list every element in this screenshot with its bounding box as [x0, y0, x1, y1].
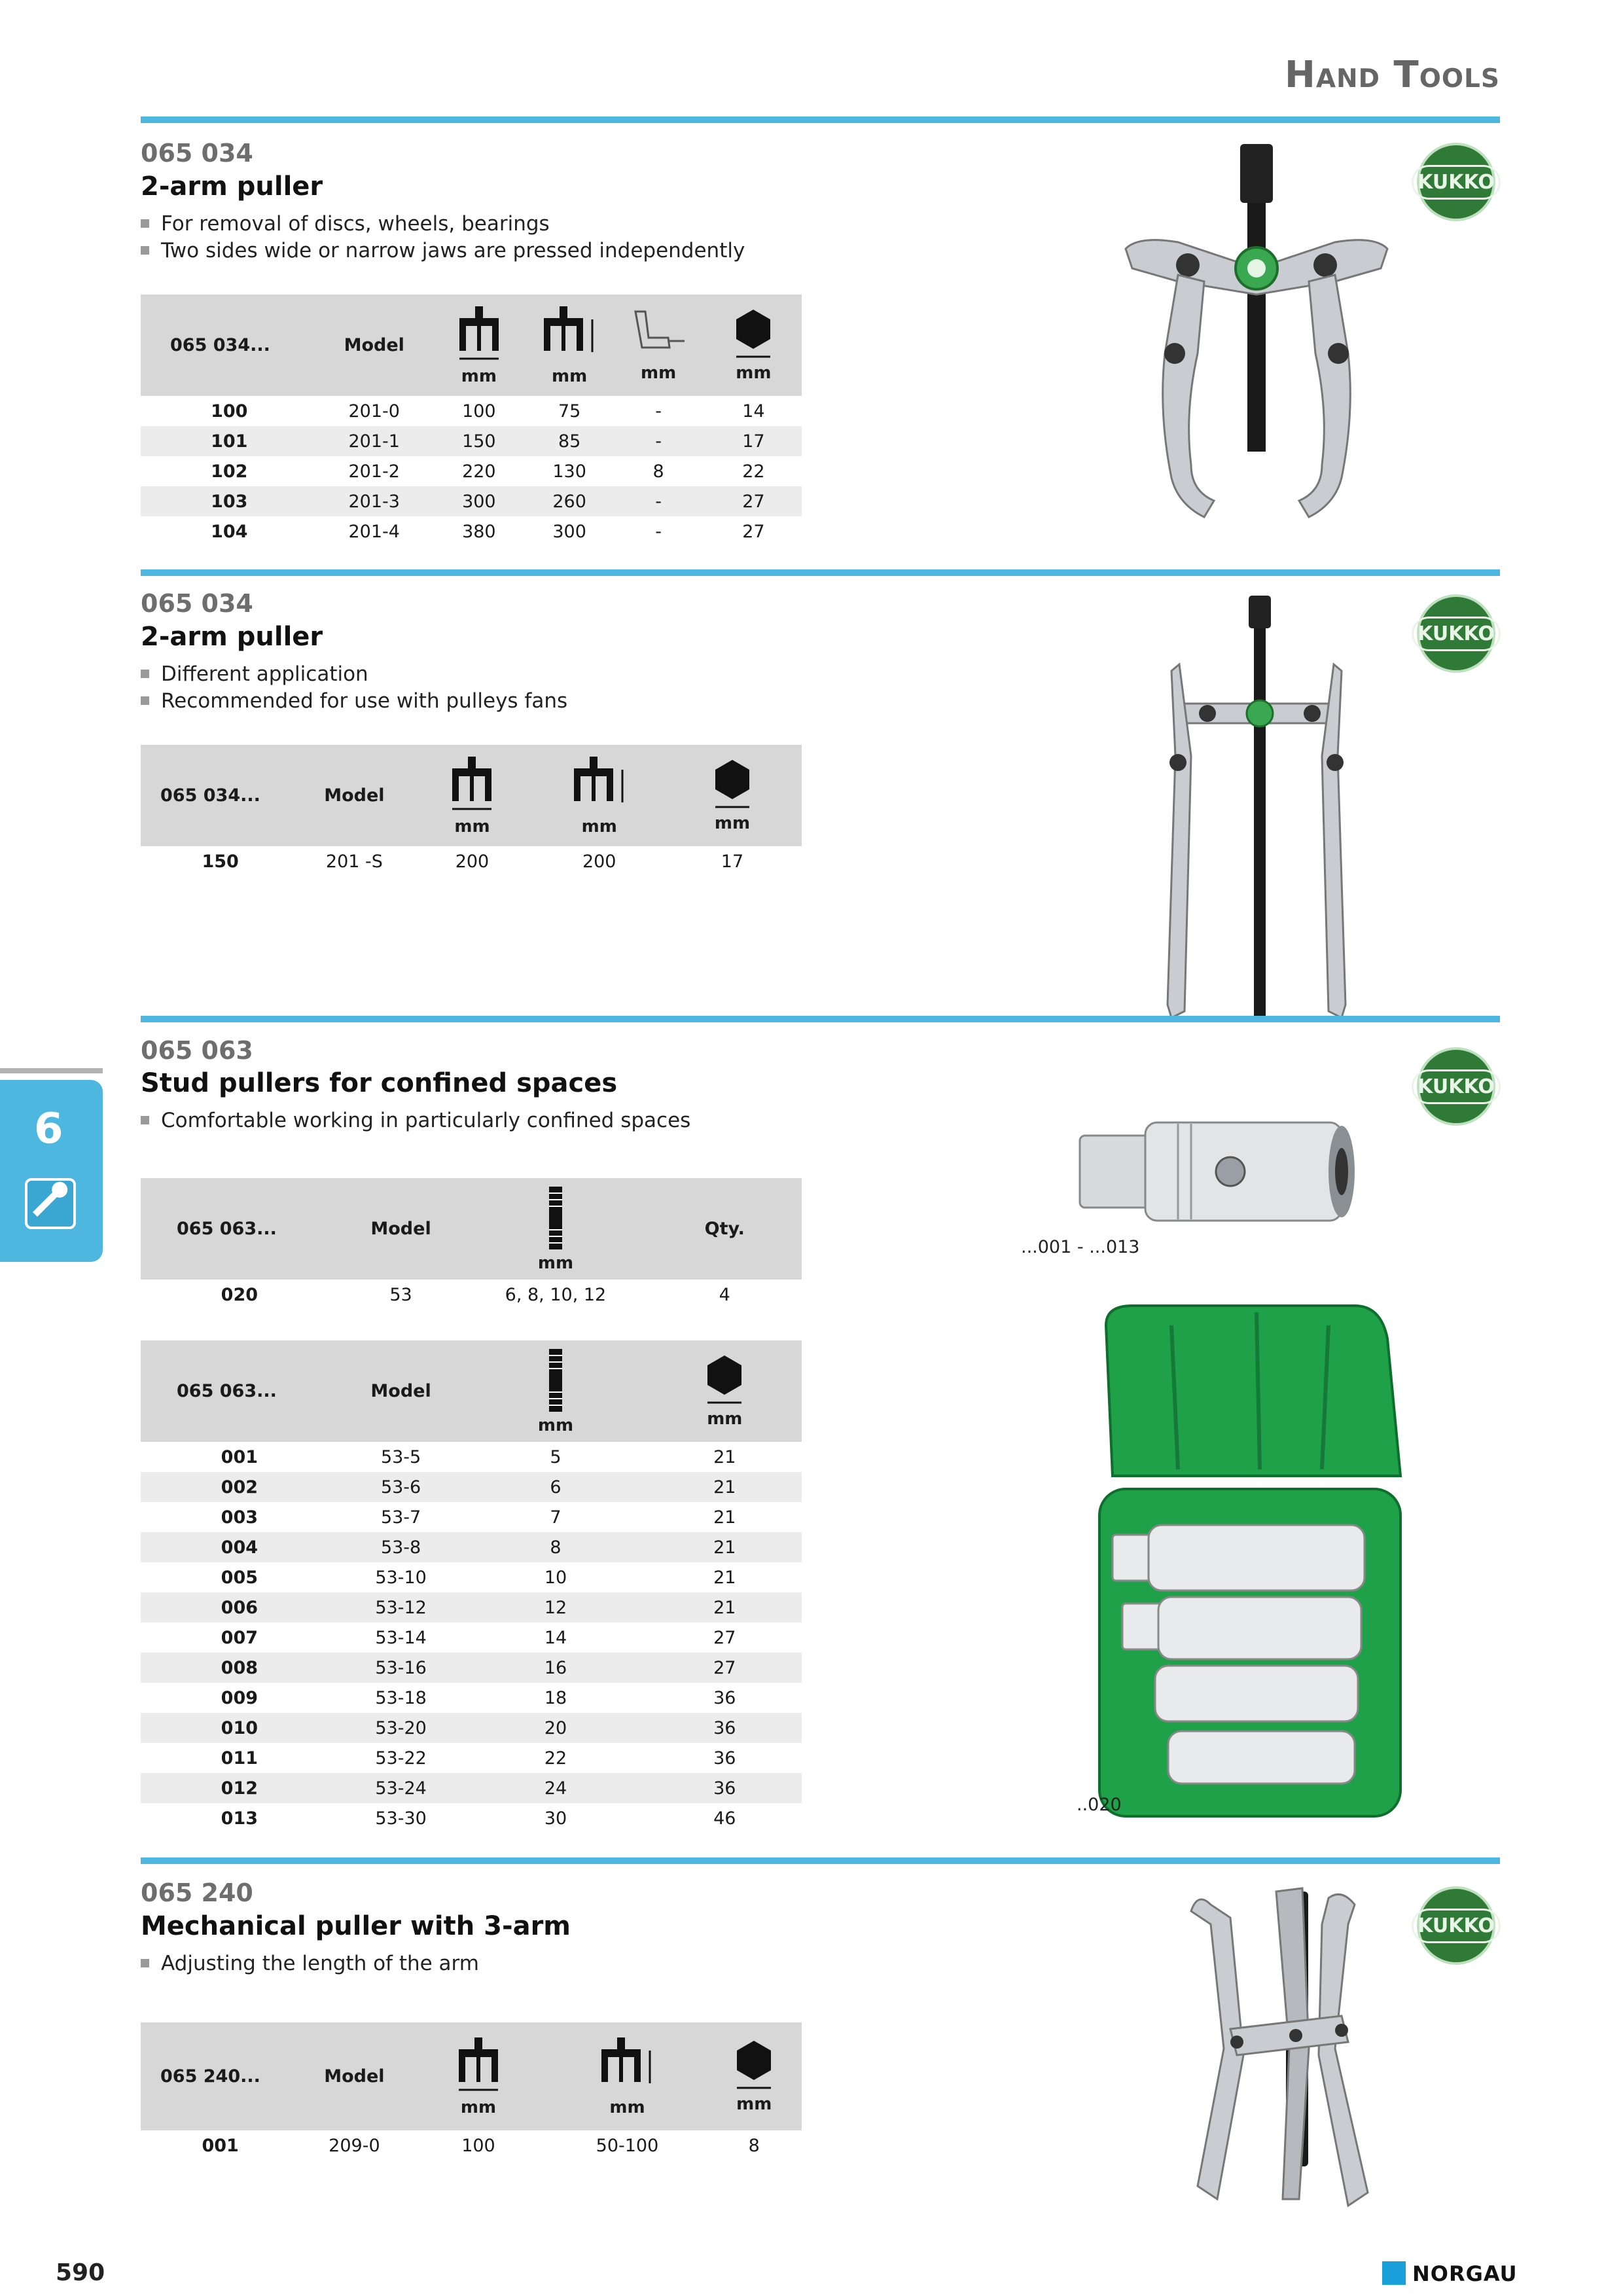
product-title: Stud pullers for confined spaces	[141, 1068, 618, 1098]
table-row: 100 201-0 100 75 - 14	[211, 401, 765, 422]
kukko-logo: KUKKO	[1417, 1047, 1495, 1126]
unit-label: mm	[641, 363, 677, 383]
spec-table	[141, 1178, 802, 1310]
jaw-span-icon	[452, 2036, 505, 2095]
feature-item: For removal of discs, wheels, bearings	[141, 211, 745, 238]
table-row: 013 53-30 30 46	[221, 1808, 736, 1829]
col-model: Model	[318, 295, 431, 396]
col-article: 065 063...	[141, 1340, 338, 1442]
col-model: Model	[338, 1178, 464, 1280]
jaw-span-icon	[446, 755, 498, 814]
table-row: 007 53-14 14 27	[221, 1627, 736, 1648]
product-title: Mechanical puller with 3-arm	[141, 1911, 571, 1941]
spec-table	[141, 2022, 802, 2161]
feature-list	[141, 1107, 690, 1134]
kukko-logo: KUKKO	[1417, 594, 1495, 673]
brand-name: NORGAU	[1412, 2261, 1518, 2286]
unit-label: mm	[552, 366, 588, 386]
table-row: 011 53-22 22 36	[221, 1748, 736, 1768]
table-row: 102 201-2 220 130 8 22	[211, 461, 765, 482]
table-row: 010 53-20 20 36	[141, 1713, 802, 1743]
hex-wrench-icon	[705, 1354, 744, 1407]
col-article: 065 034...	[141, 745, 300, 846]
unit-label: mm	[454, 816, 490, 836]
product-code: 065 034	[141, 589, 253, 618]
feature-item: Comfortable working in particularly confined spaces	[141, 1107, 690, 1134]
chapter-tab-line	[0, 1068, 103, 1073]
feature-item: Different application	[141, 661, 567, 688]
table-row: 005 53-10 10 21	[221, 1567, 736, 1588]
unit-label: mm	[714, 813, 751, 833]
feature-list	[141, 1950, 479, 1977]
section-title: Hand Tools	[1284, 54, 1500, 96]
table-row: 006 53-12 12 21	[141, 1592, 802, 1623]
table-row: 150 201 -S 200 200 17	[202, 851, 744, 872]
section-divider	[141, 1016, 1500, 1022]
hex-wrench-icon	[734, 2039, 774, 2092]
col-model: Model	[338, 1340, 464, 1442]
chapter-number: 6	[34, 1105, 63, 1153]
two-arm-puller-image	[1099, 137, 1414, 543]
jaw-depth-icon	[540, 305, 599, 364]
table-row: 002 53-6 6 21	[141, 1472, 802, 1502]
unit-label: mm	[736, 2094, 772, 2114]
feature-list	[141, 661, 567, 715]
table-row: 004 53-8 8 21	[141, 1532, 802, 1562]
jaw-span-icon	[453, 305, 505, 364]
brand-mark	[1382, 2261, 1406, 2285]
stud-icon	[546, 1185, 565, 1251]
spec-table	[141, 745, 802, 876]
product-code: 065 240	[141, 1878, 253, 1907]
col-model: Model	[300, 2022, 408, 2130]
col-article: 065 063...	[141, 1178, 338, 1280]
unit-label: mm	[460, 2097, 497, 2117]
col-article: 065 240...	[141, 2022, 300, 2130]
unit-label: mm	[707, 1408, 743, 1429]
spec-table	[141, 295, 802, 547]
table-row: 009 53-18 18 36	[221, 1687, 736, 1708]
feature-item: Recommended for use with pulleys fans	[141, 688, 567, 715]
section-divider	[141, 117, 1500, 123]
unit-label: mm	[736, 363, 772, 383]
stud-puller-image	[1073, 1109, 1374, 1240]
table-row: 104 201-4 380 300 - 27	[211, 521, 765, 542]
unit-label: mm	[537, 1415, 574, 1435]
feature-item: Adjusting the length of the arm	[141, 1950, 479, 1977]
unit-label: mm	[461, 366, 497, 386]
kukko-logo: KUKKO	[1417, 143, 1495, 221]
table-row: 001 53-5 5 21	[221, 1446, 736, 1467]
hex-wrench-icon	[713, 759, 752, 811]
col-qty: Qty.	[648, 1178, 802, 1280]
jaw-depth-icon	[570, 755, 629, 814]
unit-label: mm	[609, 2097, 645, 2117]
col-article: 065 034...	[141, 295, 318, 396]
table-row: 012 53-24 24 36	[141, 1773, 802, 1803]
product-title: 2-arm puller	[141, 171, 323, 202]
stud-puller-case-image	[1093, 1299, 1407, 1823]
feature-item: Two sides wide or narrow jaws are pressed independently	[141, 238, 745, 264]
jaw-tip-icon	[629, 308, 688, 361]
table-row: 008 53-16 16 27	[141, 1653, 802, 1683]
product-code: 065 063	[141, 1036, 253, 1065]
product-code: 065 034	[141, 139, 253, 168]
table-row: 101 201-1 150 85 - 17	[141, 426, 802, 456]
section-divider	[141, 569, 1500, 576]
section-divider	[141, 1857, 1500, 1864]
table-row: 003 53-7 7 21	[221, 1507, 736, 1528]
stud-icon	[546, 1348, 565, 1413]
long-arm-puller-image	[1139, 592, 1374, 1024]
unit-label: mm	[537, 1253, 574, 1273]
table-row: 103 201-3 300 260 - 27	[141, 486, 802, 516]
three-arm-puller-image	[1171, 1885, 1394, 2225]
image-caption: ..020	[1077, 1795, 1122, 1815]
kukko-logo: KUKKO	[1417, 1886, 1495, 1965]
spec-table	[141, 1340, 802, 1833]
table-row: 001 209-0 100 50-100 8	[202, 2135, 760, 2156]
image-caption: ...001 - ...013	[1021, 1237, 1140, 1257]
wrench-icon	[25, 1178, 76, 1229]
product-title: 2-arm puller	[141, 622, 323, 652]
feature-list	[141, 211, 745, 264]
col-model: Model	[300, 745, 408, 846]
unit-label: mm	[581, 816, 617, 836]
jaw-depth-icon	[597, 2036, 656, 2095]
table-row: 020 53 6, 8, 10, 12 4	[221, 1284, 730, 1305]
page-number: 590	[56, 2259, 105, 2286]
hex-wrench-icon	[734, 308, 773, 361]
